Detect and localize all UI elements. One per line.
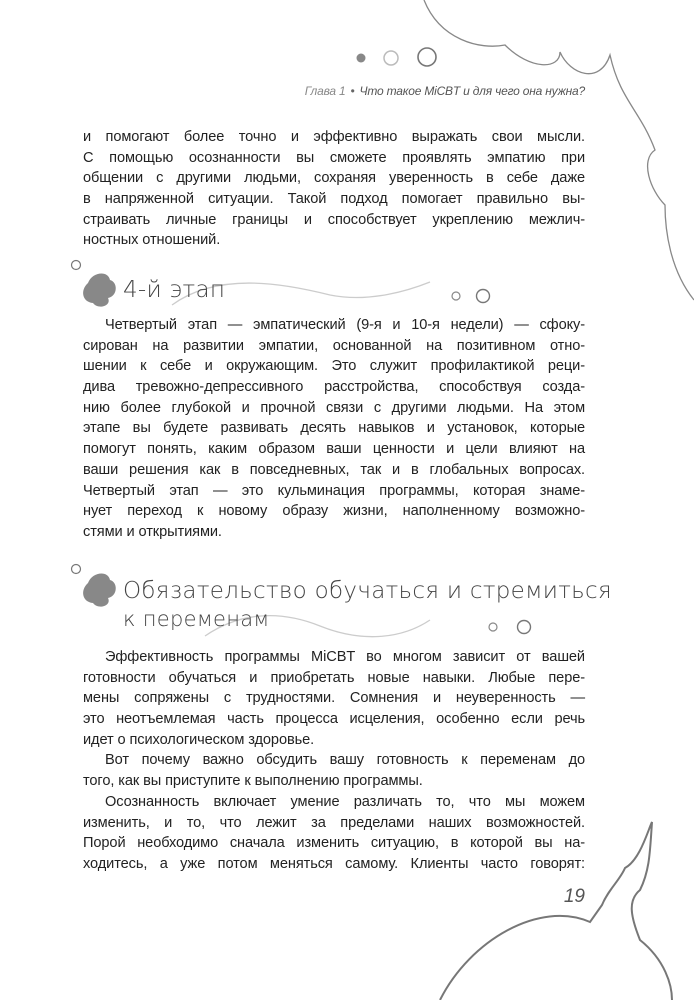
blob-icon [83,574,116,607]
text-line: мены сопряжены с трудностями. Сомнения и неуверенность — [83,690,585,707]
text-line: этапе вы будете развивать десять навыков и установок, которые [83,420,585,437]
text-line: Вот почему важно обсудить вашу готовность к переменам до [105,752,585,769]
text-line: сирован на развитии эмпатии, основанной на позитивном отно- [83,337,585,354]
text-line: С помощью осознанности вы сможете проявлять эмпатию при [83,149,585,166]
text-line: стями и открытиями. [83,523,222,540]
text-line: Четвертый этап — это кульминация программы, которая знаме- [83,482,585,499]
text-line: нует переход к новому образу жизни, наполненному возможно- [83,503,585,520]
text-line: готовности обучаться и приобретать новые навыки. Любые пере- [83,669,585,686]
section-heading-continued: к переменам [123,607,270,631]
text-line: идет о психологическом здоровье. [83,731,315,748]
text-line: шении к себе и окружающим. Это служит профилактикой реци- [83,358,585,375]
section-heading: 4-й этап [123,277,226,303]
text-line: Эффективность программы MiCBT во многом зависит от вашей [105,649,585,665]
text-line: общении с другими людьми, сохраняя уверенность в себе даже [83,170,585,187]
text-line: Порой необходимо сначала изменить ситуацию, в которой вы на- [83,835,585,852]
text-line: нию более глубокой и прочной связи с другими людьми. На этом [83,399,585,416]
text-line: изменить, и то, что лежит за пределами наших возможностей. [83,814,585,831]
text-line: страивать личные границы и способствует укреплению межлич- [83,211,585,228]
text-line: ностных отношений. [83,232,221,249]
paragraph [83,127,585,251]
paragraph [83,647,585,875]
text-line: дива тревожно-депрессивного расстройства, способствуя созда- [83,379,585,396]
chapter-label: Глава 1 [304,84,346,98]
page-number: 19 [563,886,585,907]
text-line: ходитесь, а уже потом меняться самому. Клиенты часто говорят: [83,855,585,872]
chapter-title: Что такое MiCBT и для чего она нужна? [359,84,585,98]
text-line: того, как вы приступите к выполнению программы. [83,773,423,790]
section-heading: Обязательство обучаться и стремиться [123,578,612,604]
paragraph [83,315,585,543]
text-line: и помогают более точно и эффективно выражать свои мысли. [83,129,585,145]
text-line: это неотъемлемая часть процесса исцеления, особенно если речь [83,711,585,728]
text-line: помогут понять, каким образом ваши ценности и цели влияют на [83,441,585,458]
text-line: Осознанность включает умение различать то, что мы можем [105,793,585,810]
text-line: Четвертый этап — эмпатический (9-я и 10-я недели) — сфоку- [105,317,585,333]
text-line: ваши решения как в повседневных, так и в глобальных вопросах. [83,461,585,478]
running-header [305,84,585,98]
separator: • [350,84,355,98]
text-line: в напряженной ситуации. Такой подход помогает правильно вы- [83,191,585,208]
blob-icon [83,274,116,307]
